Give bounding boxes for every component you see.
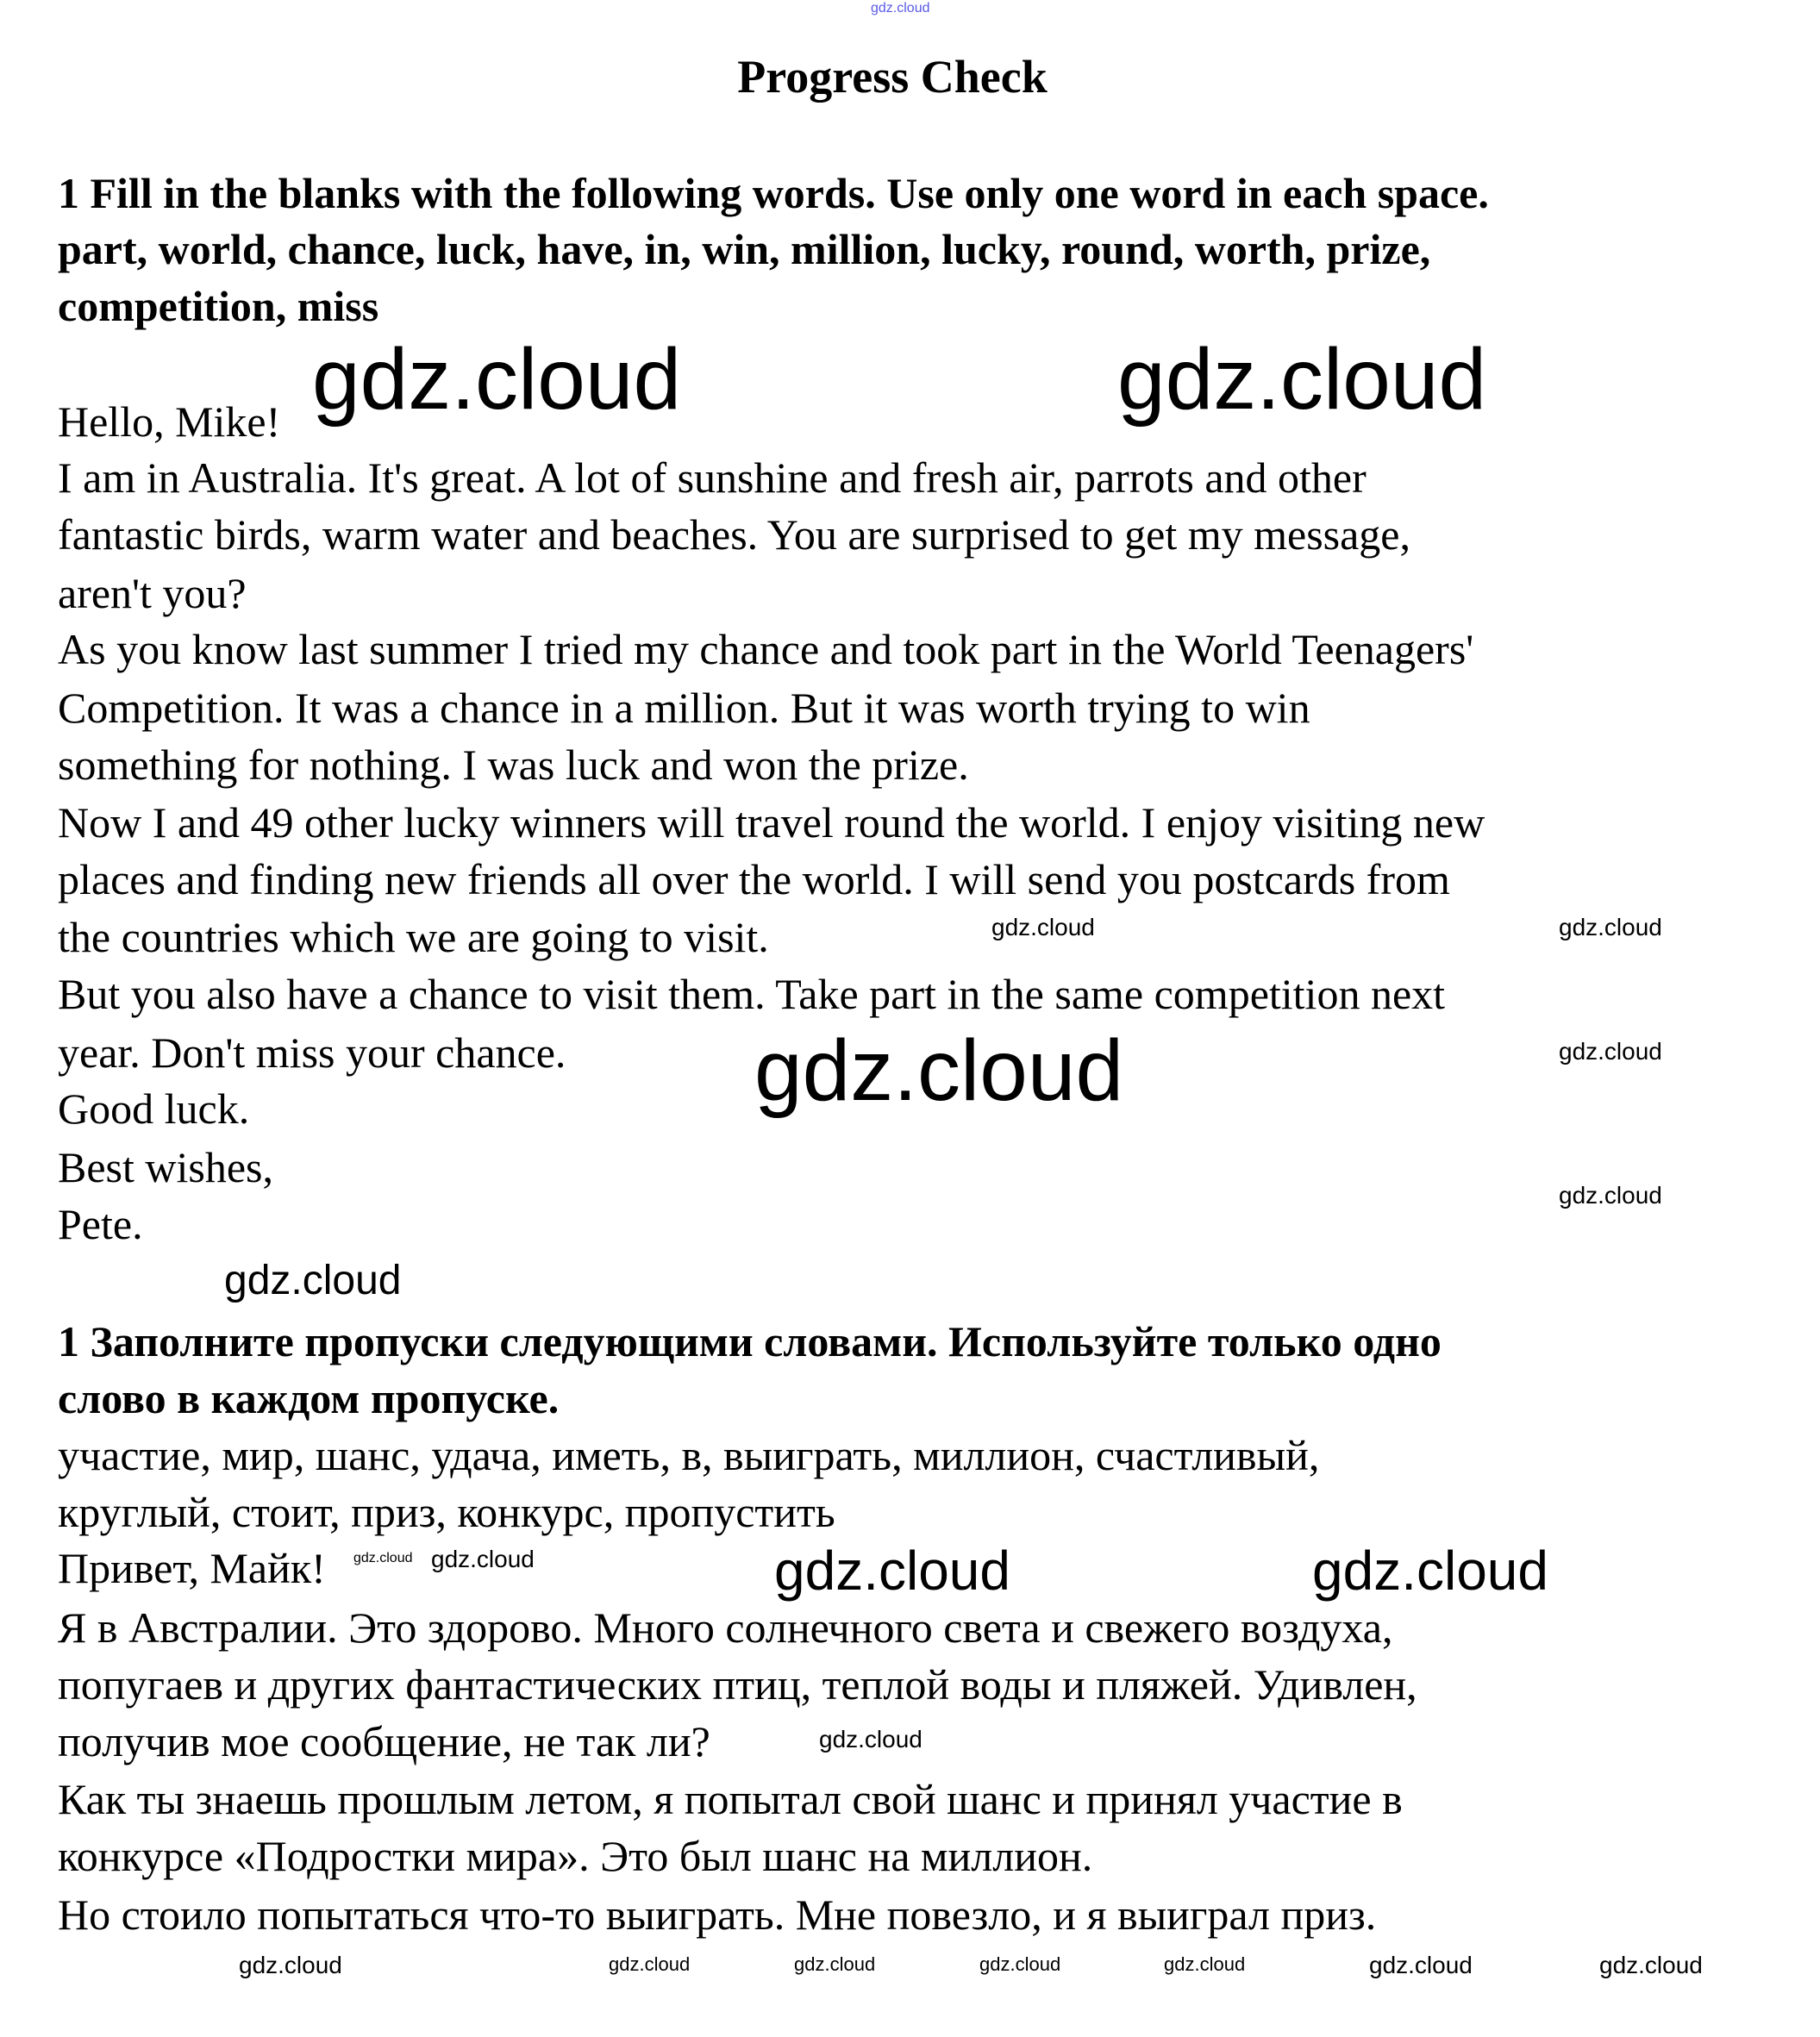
text-line: Best wishes, xyxy=(58,1143,273,1191)
text-line: Я в Австралии. Это здорово. Много солнечного света и свежего воздуха, xyxy=(58,1603,1393,1652)
watermark: gdz.cloud xyxy=(819,1726,923,1753)
page-title: Progress Check xyxy=(737,51,1048,103)
text-line: Now I and 49 other lucky winners will travel round the world. I enjoy visiting new xyxy=(58,798,1485,847)
exercise-heading-russian: слово в каждом пропуске. xyxy=(58,1374,560,1422)
text-line: Competition. It was a chance in a million. But it was worth trying to win xyxy=(58,684,1310,732)
word-list: part, world, chance, luck, have, in, win, million, lucky, round, worth, prize, xyxy=(58,225,1431,273)
watermark: gdz.cloud xyxy=(224,1258,402,1303)
text-line: something for nothing. I was luck and won the prize. xyxy=(58,740,969,789)
watermark: gdz.cloud xyxy=(353,1551,413,1565)
text-line: the countries which we are going to visit. xyxy=(58,913,769,961)
text-line: Hello, Mike! xyxy=(58,397,281,446)
exercise-heading-russian: 1 Заполните пропуски следующими словами. Используйте только одно xyxy=(58,1317,1442,1365)
watermark: gdz.cloud xyxy=(1369,1952,1473,1978)
exercise-heading: 1 Fill in the blanks with the following words. Use only one word in each space. xyxy=(58,169,1489,217)
watermark: gdz.cloud xyxy=(871,1,930,16)
word-list: competition, miss xyxy=(58,282,379,330)
watermark: gdz.cloud xyxy=(239,1952,342,1978)
watermark: gdz.cloud xyxy=(1559,1038,1662,1065)
watermark: gdz.cloud xyxy=(609,1953,691,1975)
text-line: But you also have a chance to visit them. Take part in the same competition next xyxy=(58,970,1446,1018)
text-line: Pete. xyxy=(58,1200,143,1248)
text-line: aren't you? xyxy=(58,569,247,617)
watermark: gdz.cloud xyxy=(1117,331,1487,428)
watermark: gdz.cloud xyxy=(1559,1182,1662,1209)
text-line: Как ты знаешь прошлым летом, я попытал свой шанс и принял участие в xyxy=(58,1775,1403,1823)
text-line: Good luck. xyxy=(58,1084,250,1133)
watermark: gdz.cloud xyxy=(754,1022,1124,1119)
text-line: конкурсе «Подростки мира». Это был шанс на миллион. xyxy=(58,1832,1093,1880)
text-line: участие, мир, шанс, удача, иметь, в, выиграть, миллион, счастливый, xyxy=(58,1431,1320,1479)
watermark: gdz.cloud xyxy=(1312,1540,1548,1602)
text-line: Привет, Майк! xyxy=(58,1544,326,1592)
text-line: Но стоило попытаться что-то выиграть. Мне повезло, и я выиграл приз. xyxy=(58,1890,1377,1939)
watermark: gdz.cloud xyxy=(431,1546,535,1572)
text-line: As you know last summer I tried my chance and took part in the World Teenagers' xyxy=(58,625,1474,673)
text-line: получив мое сообщение, не так ли? xyxy=(58,1717,710,1765)
text-line: I am in Australia. It's great. A lot of sunshine and fresh air, parrots and other xyxy=(58,453,1367,502)
text-line: places and finding new friends all over the world. I will send you postcards from xyxy=(58,855,1450,903)
watermark: gdz.cloud xyxy=(1599,1952,1703,1978)
watermark: gdz.cloud xyxy=(312,331,682,428)
watermark: gdz.cloud xyxy=(1164,1953,1246,1975)
watermark: gdz.cloud xyxy=(991,914,1095,940)
watermark: gdz.cloud xyxy=(1559,914,1662,940)
text-line: попугаев и других фантастических птиц, теплой воды и пляжей. Удивлен, xyxy=(58,1660,1417,1709)
watermark: gdz.cloud xyxy=(774,1540,1010,1602)
text-line: круглый, стоит, приз, конкурс, пропустить xyxy=(58,1488,835,1536)
watermark: gdz.cloud xyxy=(794,1953,876,1975)
text-line: year. Don't miss your chance. xyxy=(58,1028,566,1077)
text-line: fantastic birds, warm water and beaches. You are surprised to get my message, xyxy=(58,510,1410,559)
watermark: gdz.cloud xyxy=(979,1953,1061,1975)
